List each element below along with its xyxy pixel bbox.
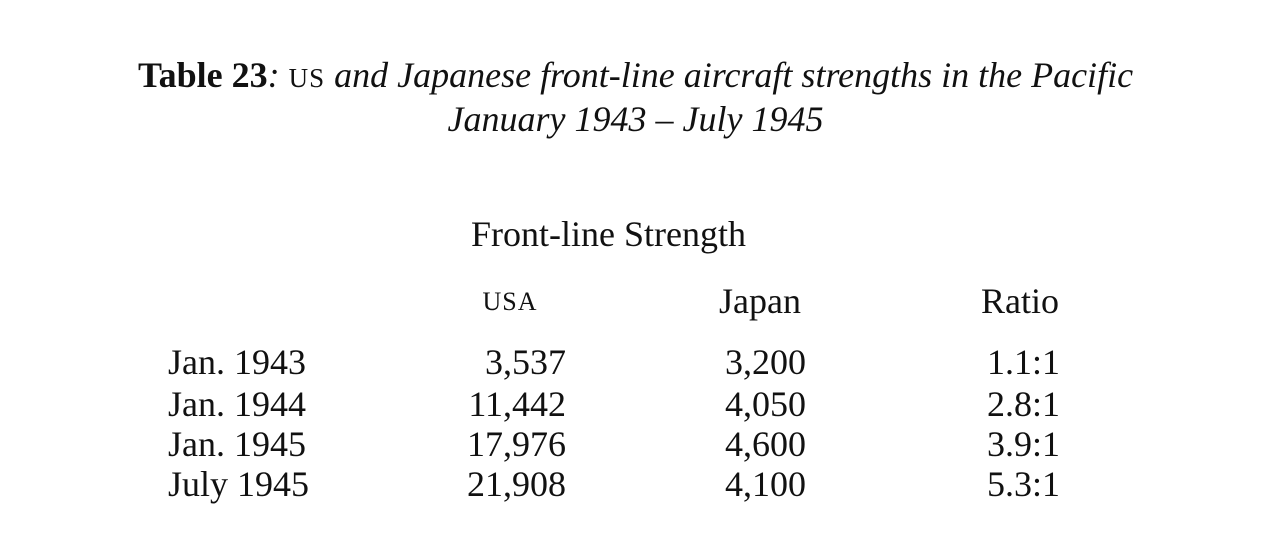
row-japan-value: 4,100 — [725, 464, 806, 504]
table-label: Table 23 — [137, 55, 268, 95]
row-japan-value: 4,050 — [725, 384, 806, 424]
row-date: Jan. 1945 — [168, 424, 306, 464]
column-header-usa: USA — [482, 287, 538, 316]
row-usa-value: 21,908 — [467, 464, 566, 504]
row-japan-value: 4,600 — [725, 424, 806, 464]
row-usa-value: 17,976 — [467, 424, 566, 464]
row-ratio-value: 3.9:1 — [986, 424, 1060, 464]
table-row — [0, 463, 1271, 503]
table-row — [0, 383, 1271, 423]
caption-us-abbrev: US — [288, 63, 326, 93]
row-usa-value: 3,537 — [485, 342, 566, 382]
row-date: July 1945 — [168, 464, 310, 504]
column-header-ratio: Ratio — [981, 281, 1059, 321]
caption-separator: : — [267, 55, 280, 95]
row-ratio-value: 5.3:1 — [986, 464, 1060, 504]
row-date: Jan. 1943 — [168, 342, 306, 382]
table-row — [0, 423, 1271, 463]
row-ratio-value: 2.8:1 — [986, 384, 1060, 424]
caption-subtitle: January 1943 – July 1945 — [447, 99, 824, 139]
group-heading-text: Front-line Strength — [471, 214, 746, 254]
table-row — [0, 341, 1271, 381]
table-caption — [0, 55, 1271, 98]
caption-title: and Japanese front-line aircraft strengths in the Pacific — [334, 55, 1134, 95]
row-ratio-value: 1.1:1 — [986, 342, 1060, 382]
row-usa-value: 11,442 — [468, 384, 566, 424]
column-header-japan: Japan — [719, 281, 801, 321]
row-date: Jan. 1944 — [168, 384, 306, 424]
row-japan-value: 3,200 — [725, 342, 806, 382]
